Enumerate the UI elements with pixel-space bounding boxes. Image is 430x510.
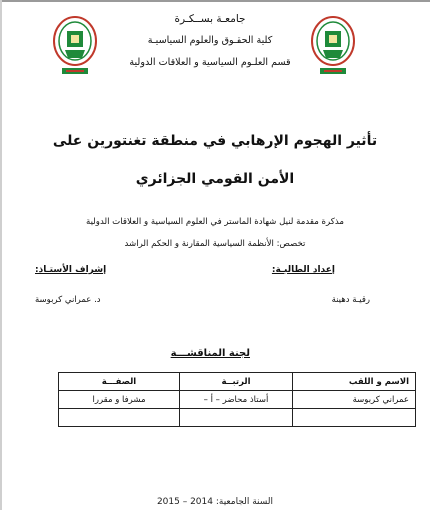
university-seal-left bbox=[52, 14, 98, 80]
header-cell-name: الاسم و اللقب bbox=[293, 373, 416, 391]
student-name: رقيـة دهينة bbox=[331, 295, 370, 305]
department-name: قسم العلـوم السياسية و العلاقات الدولية bbox=[129, 57, 291, 68]
thesis-title-line2: الأمن القومي الجزائري bbox=[135, 171, 295, 187]
table-header-row bbox=[59, 373, 416, 391]
table-cell: مشرفا و مقررا bbox=[59, 391, 180, 409]
table-cell bbox=[59, 409, 180, 427]
header-cell-rank: الرتبــة bbox=[180, 373, 293, 391]
university-name: جامعـة بســكـرة bbox=[174, 13, 246, 25]
page-edge-top bbox=[0, 0, 430, 2]
committee-table bbox=[58, 372, 416, 427]
university-seal-right bbox=[310, 14, 356, 80]
supervisor-name: د. عمراني كربوسة bbox=[35, 295, 101, 305]
table-row bbox=[59, 409, 416, 427]
table-cell: أستاذ محاضر – أ – bbox=[180, 391, 293, 409]
thesis-title bbox=[50, 122, 380, 198]
prepared-by-label: إعداد الطالبـة: bbox=[271, 265, 335, 275]
degree-statement: مذكرة مقدمة لنيل شهادة الماستر في العلوم السياسية و العلاقات الدولية bbox=[85, 217, 345, 227]
thesis-title-line1: تأثير الهجوم الإرهابي في منطقة تغنتورين على bbox=[52, 133, 378, 149]
table-cell bbox=[293, 409, 416, 427]
specialization: تخصص: الأنظمة السياسية المقارنة و الحكم الراشد bbox=[124, 239, 306, 249]
supervisor-label: إشراف الأستـاذ: bbox=[35, 265, 107, 275]
institution-header bbox=[110, 8, 310, 74]
table-row bbox=[59, 391, 416, 409]
academic-year: السنة الجامعية: 2014 – 2015 bbox=[156, 497, 274, 507]
header-cell-role: الصفـــة bbox=[59, 373, 180, 391]
table-cell bbox=[180, 409, 293, 427]
table-cell: عمراني كربوسة bbox=[293, 391, 416, 409]
page-edge-left bbox=[0, 0, 2, 510]
committee-title: لجنة المناقشـــة bbox=[170, 348, 250, 359]
faculty-name: كلية الحقـوق والعلوم السياسيـة bbox=[147, 35, 273, 46]
